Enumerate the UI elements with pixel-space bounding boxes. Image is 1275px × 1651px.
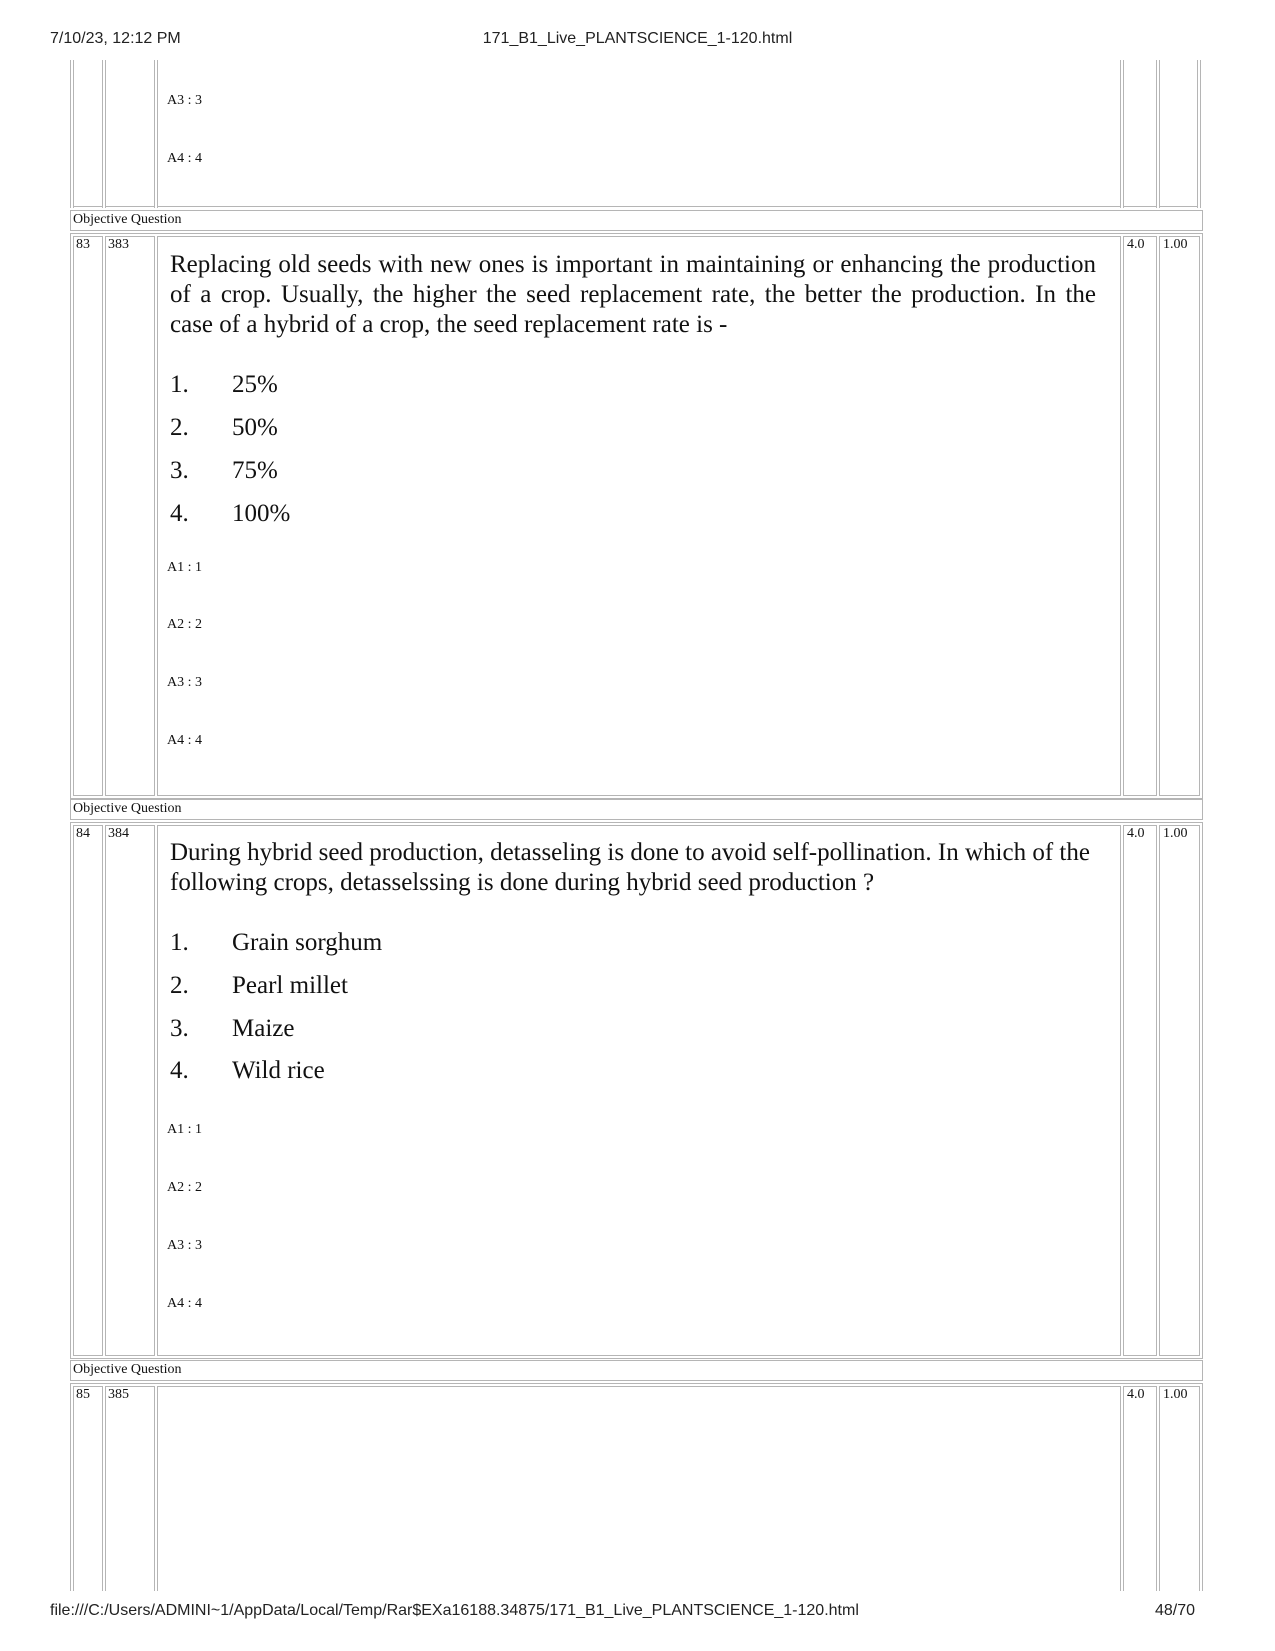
question-marks: 4.0 [1127,826,1145,841]
option-number: 2. [170,414,189,441]
answer-key: A1 : 1 [167,1122,202,1137]
option-1 [170,370,278,400]
option-text: Pearl millet [232,972,348,999]
option-4 [170,499,290,529]
question-negative-marks: 1.00 [1163,237,1188,252]
option-2 [170,971,348,1001]
option-text: 75% [232,457,278,484]
option-text: Maize [232,1015,295,1042]
option-text: 50% [232,414,278,441]
answer-key: A1 : 1 [167,560,202,575]
print-title: 171_B1_Live_PLANTSCIENCE_1-120.html [482,30,793,47]
option-number: 3. [170,1015,189,1042]
answer-key: A3 : 3 [167,675,202,690]
file-path: file:///C:/Users/ADMINI~1/AppData/Local/Temp/Rar$EXa16188.34875/171_B1_Live_PLANTSCIENCE_1-120.html [50,1602,859,1619]
option-text: 100% [232,500,291,527]
print-datetime: 7/10/23, 12:12 PM [50,30,181,47]
question-text: Replacing old seeds with new ones is important in maintaining or enhancing the production of a crop. Usually, the higher the seed replacement rate, the better the production. In the case of a hybrid of a crop, the seed replacement rate is - [170,251,1096,338]
option-2 [170,413,278,443]
option-4 [170,1056,325,1086]
option-number: 3. [170,457,189,484]
answer-key: A4 : 4 [167,733,202,748]
page-number: 48/70 [1154,1602,1195,1619]
option-number: 1. [170,929,189,956]
print-footer [50,1602,1225,1624]
question-type-label: Objective Question [73,801,182,816]
question-type-label: Objective Question [73,212,182,227]
option-text: 25% [232,371,278,398]
question-text: During hybrid seed production, detasseling is done to avoid self-pollination. In which of the following crops, detasselssing is done during hybrid seed production ? [170,839,1090,896]
option-3 [170,456,278,486]
option-3 [170,1014,294,1044]
question-serial-number: 85 [76,1387,90,1402]
question-serial-number: 83 [76,237,90,252]
print-header [50,30,1225,52]
question-negative-marks: 1.00 [1163,1387,1188,1402]
question-marks: 4.0 [1127,237,1145,252]
question-type-label: Objective Question [73,1362,182,1377]
question-serial-number: 84 [76,826,90,841]
question-id: 385 [108,1387,129,1402]
answer-key: A2 : 2 [167,617,202,632]
answer-key: A4 : 4 [167,1296,202,1311]
question-id: 383 [108,237,129,252]
question-id: 384 [108,826,129,841]
question-negative-marks: 1.00 [1163,826,1188,841]
option-number: 2. [170,972,189,999]
question-marks: 4.0 [1127,1387,1145,1402]
option-text: Grain sorghum [232,929,383,956]
answer-key: A3 : 3 [167,93,202,108]
option-number: 1. [170,371,189,398]
answer-key: A4 : 4 [167,151,202,166]
option-number: 4. [170,500,189,527]
option-number: 4. [170,1057,189,1084]
answer-key: A3 : 3 [167,1238,202,1253]
answer-key: A2 : 2 [167,1180,202,1195]
option-1 [170,928,382,958]
option-text: Wild rice [232,1057,325,1084]
